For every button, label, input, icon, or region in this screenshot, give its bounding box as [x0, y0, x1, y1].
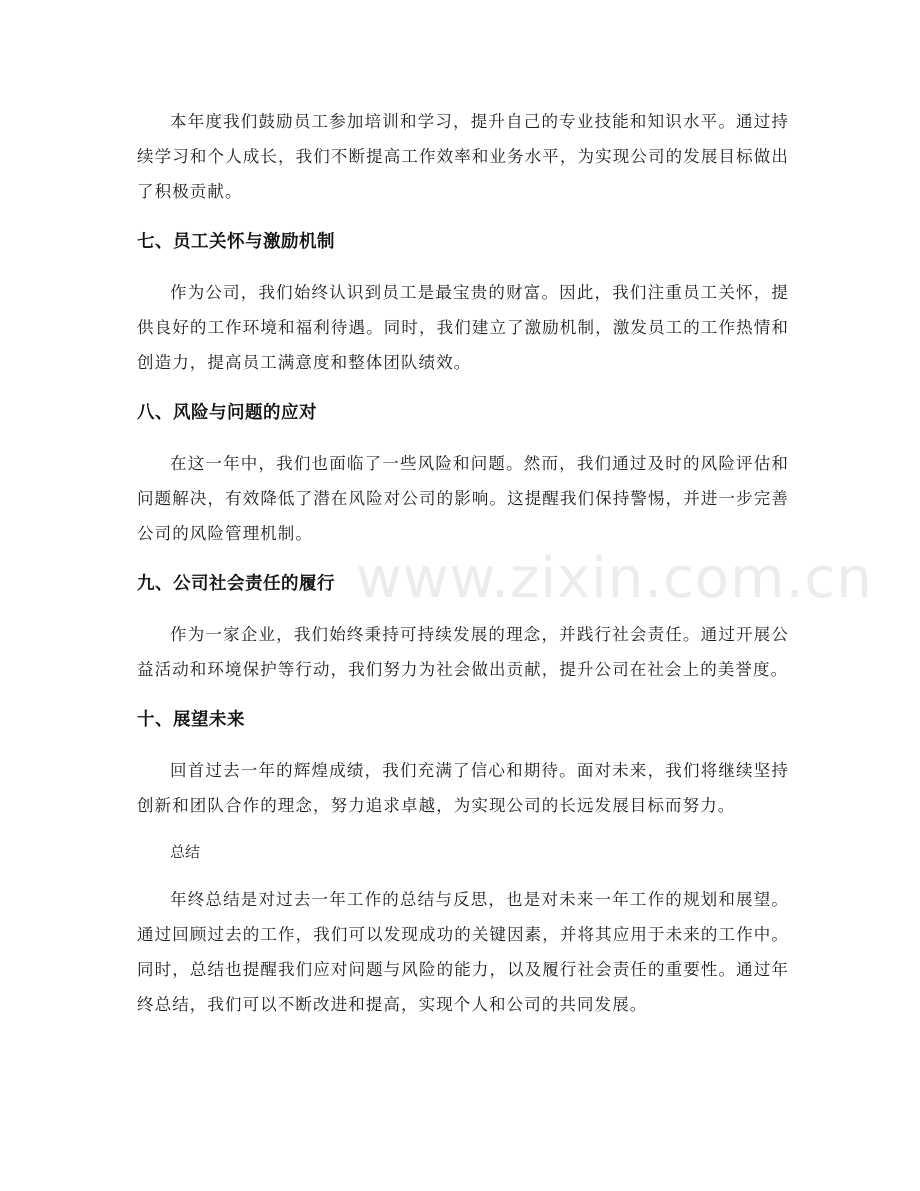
intro-paragraph: 本年度我们鼓励员工参加培训和学习，提升自己的专业技能和知识水平。通过持续学习和个人成长，我们不断提高工作效率和业务水平，为实现公司的发展目标做出了积极贡献。 — [137, 112, 789, 201]
summary-paragraph: 年终总结是对过去一年工作的总结与反思，也是对未来一年工作的规划和展望。通过回顾过去的工作，我们可以发现成功的关键因素，并将其应用于未来的工作中。同时，总结也提醒我们应对问题与风险的能力，以及履行社会责任的重要性。通过年终总结，我们可以不断改进和提高，实现个人和公司的共同发展。 — [137, 890, 789, 1014]
watermark: www.zixin.com.cn — [356, 546, 873, 611]
section-8-heading: 八、风险与问题的应对 — [137, 403, 317, 423]
section-10-heading: 十、展望未来 — [137, 710, 245, 730]
section-9-heading: 九、公司社会责任的履行 — [137, 574, 335, 594]
section-7-paragraph: 作为公司，我们始终认识到员工是最宝贵的财富。因此，我们注重员工关怀，提供良好的工作环境和福利待遇。同时，我们建立了激励机制，激发员工的工作热情和创造力，提高员工满意度和整体团队绩效。 — [137, 283, 789, 372]
document-body — [137, 104, 789, 1022]
section-9-paragraph: 作为一家企业，我们始终秉持可持续发展的理念，并践行社会责任。通过开展公益活动和环境保护等行动，我们努力为社会做出贡献，提升公司在社会上的美誉度。 — [137, 625, 789, 679]
section-7-heading: 七、员工关怀与激励机制 — [137, 232, 335, 252]
section-10-paragraph: 回首过去一年的辉煌成绩，我们充满了信心和期待。面对未来，我们将继续坚持创新和团队合作的理念，努力追求卓越，为实现公司的长远发展目标而努力。 — [137, 761, 789, 815]
section-8-paragraph: 在这一年中，我们也面临了一些风险和问题。然而，我们通过及时的风险评估和问题解决，有效降低了潜在风险对公司的影响。这提醒我们保持警惕，并进一步完善公司的风险管理机制。 — [137, 454, 789, 543]
summary-label: 总结 — [170, 843, 201, 861]
